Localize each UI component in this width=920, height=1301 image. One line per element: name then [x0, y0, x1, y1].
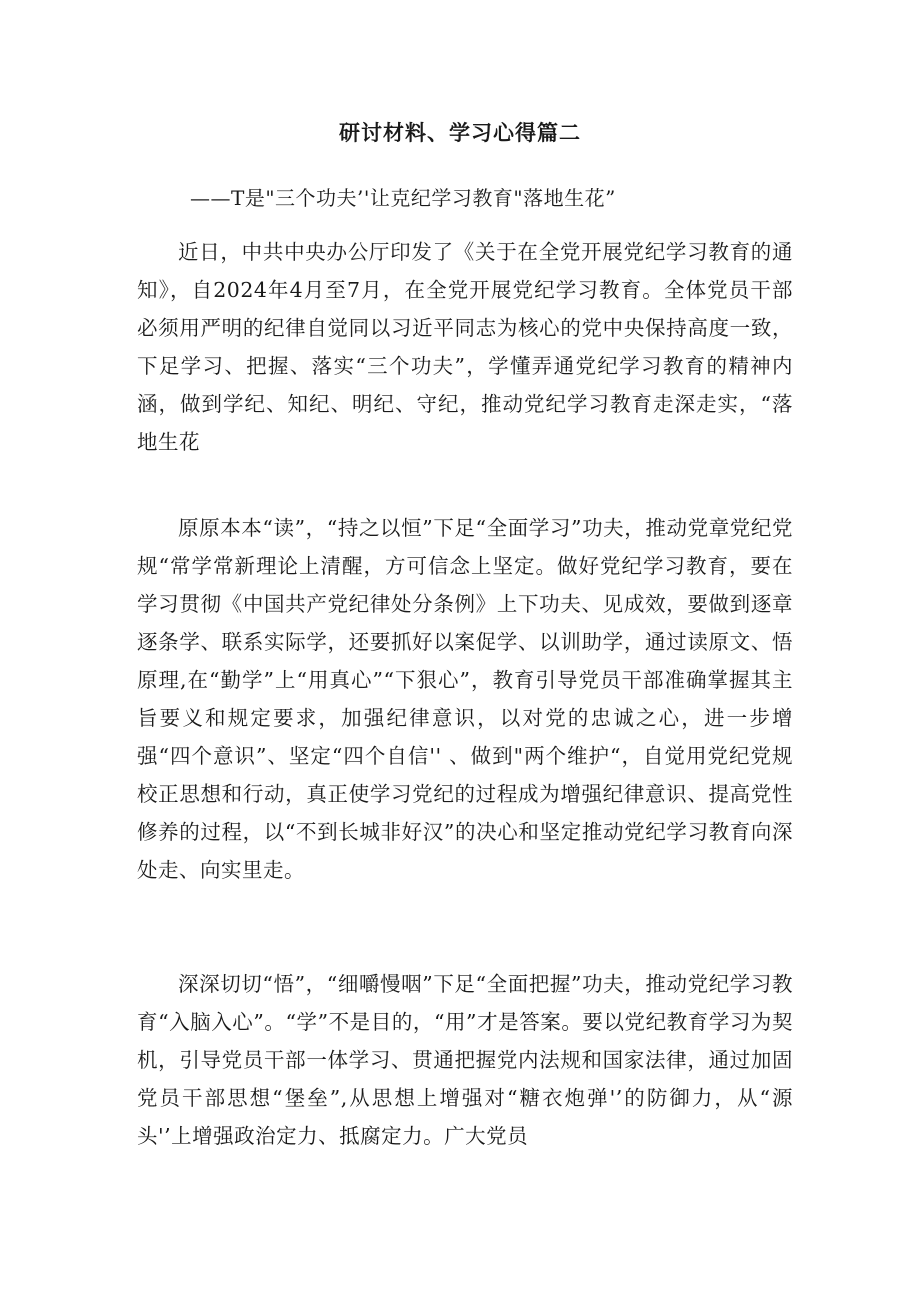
document-title: 研讨材料、学习心得篇二: [339, 120, 581, 145]
paragraph-2: 原原本本“读”，“持之以恒”下足“全面学习”功夫，推动党章党纪党规“常学常新理论上清醒，方可信念上坚定。做好党纪学习教育，要在学习贯彻《中国共产党纪律处分条例》上下功夫、见成效，要做到逐章逐条学、联系实际学，还要抓好以案促学、以训助学，通过读原文、悟原理,在“勤学”上“用真心”“下狠心”，教育引导党员干部准确掌握其主旨要义和规定要求，加强纪律意识，以对党的忠诚之心，进一步增强“四个意识”、坚定“四个自信'' 、做到"两个维护“，自觉用党纪党规校正思想和行动，真正使学习党纪的过程成为增强纪律意识、提高党性修养的过程，以“不到长城非好汉”的决心和坚定推动党纪学习教育向深处走、向实里走。: [137, 516, 793, 882]
paragraph-1: 近日，中共中央办公厅印发了《关于在全党开展党纪学习教育的通知》，自2024年4月至7月，在全党开展党纪学习教育。全体党员干部必须用严明的纪律自觉同以习近平同志为核心的党中央保持高度一致，下足学习、把握、落实“三个功夫”，学懂弄通党纪学习教育的精神内涵，做到学纪、知纪、明纪、守纪，推动党纪学习教育走深走实，“落地生花: [137, 240, 793, 454]
paragraph-3: 深深切切“悟”，“细嚼慢咽”下足“全面把握”功夫，推动党纪学习教育“入脑入心”。“学”不是目的，“用”才是答案。要以党纪教育学习为契机，引导党员干部一体学习、贯通把握党内法规和国家法律，通过加固党员干部思想“堡垒”,从思想上增强对“糖衣炮弹'’的防御力，从“源头'’上增强政治定力、抵腐定力。广大党员: [137, 972, 793, 1148]
document-subtitle: ——T是"三个功夫’'让克纪学习教育"落地生花”: [190, 186, 616, 210]
